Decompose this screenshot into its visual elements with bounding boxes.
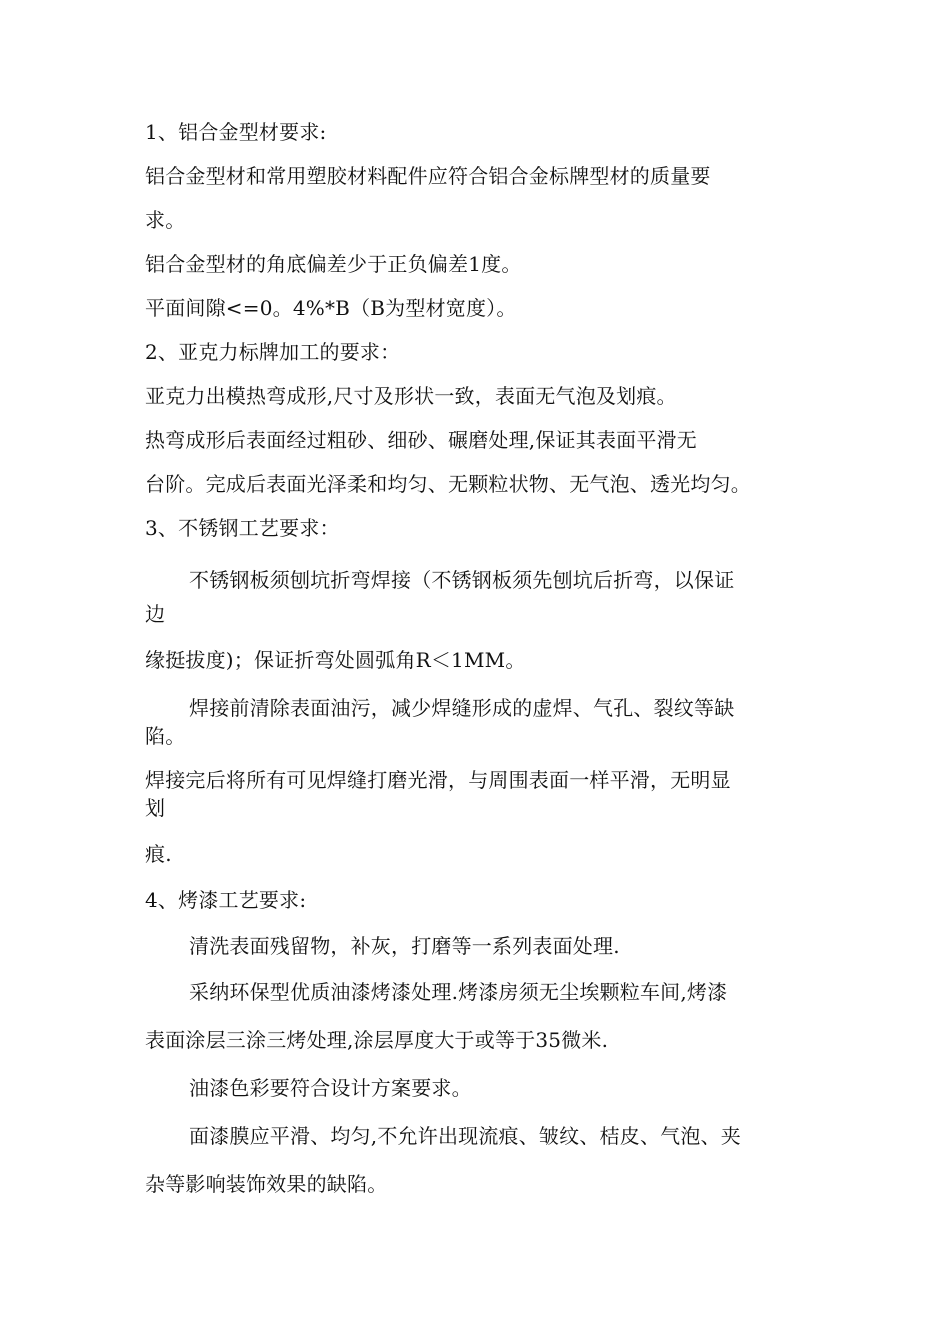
paragraph-line: 焊接前清除表面油污，减少焊缝形成的虚焊、气孔、裂纹等缺: [189, 696, 735, 720]
paragraph-line: 清洗表面残留物，补灰，打磨等一系列表面处理.: [189, 934, 620, 958]
heading-stainless-requirements: 3、不锈钢工艺要求：: [145, 516, 340, 540]
heading-baking-paint-requirements: 4、烤漆工艺要求:: [145, 888, 307, 912]
paragraph-line: 表面涂层三涂三烤处理,涂层厚度大于或等于35微米.: [145, 1028, 609, 1052]
heading-aluminum-requirements: 1、铝合金型材要求:: [145, 120, 327, 144]
paragraph-line: 痕.: [145, 842, 172, 866]
paragraph-line: 杂等影响装饰效果的缺陷。: [145, 1172, 388, 1196]
paragraph-line: 油漆色彩要符合设计方案要求。: [189, 1076, 472, 1100]
paragraph-line: 划: [145, 796, 166, 820]
paragraph-line: 缘挺拔度)；保证折弯处圆弧角R＜1MM。: [145, 648, 526, 672]
paragraph-line: 铝合金型材的角底偏差少于正负偏差1度。: [145, 252, 522, 276]
paragraph-line: 陷。: [145, 724, 186, 748]
paragraph-line: 平面间隙<=0。4%*B（B为型材宽度）。: [145, 296, 517, 320]
paragraph-line: 求。: [145, 208, 186, 232]
paragraph-line: 面漆膜应平滑、均匀,不允许出现流痕、皱纹、桔皮、气泡、夹: [189, 1124, 741, 1148]
paragraph-line: 采纳环保型优质油漆烤漆处理.烤漆房须无尘埃颗粒车间,烤漆: [189, 980, 728, 1004]
paragraph-line: 热弯成形后表面经过粗砂、细砂、碾磨处理,保证其表面平滑无: [145, 428, 697, 452]
paragraph-line: 边: [145, 602, 166, 626]
paragraph-line: 台阶。完成后表面光泽柔和均匀、无颗粒状物、无气泡、透光均匀。: [145, 472, 751, 496]
paragraph-line: 铝合金型材和常用塑胶材料配件应符合铝合金标牌型材的质量要: [145, 164, 711, 188]
paragraph-line: 亚克力出模热弯成形,尺寸及形状一致，表面无气泡及划痕。: [145, 384, 677, 408]
paragraph-line: 焊接完后将所有可见焊缝打磨光滑，与周围表面一样平滑，无明显: [145, 768, 731, 792]
paragraph-line: 不锈钢板须刨坑折弯焊接（不锈钢板须先刨坑后折弯，以保证: [189, 568, 735, 592]
heading-acrylic-requirements: 2、亚克力标牌加工的要求：: [145, 340, 401, 364]
